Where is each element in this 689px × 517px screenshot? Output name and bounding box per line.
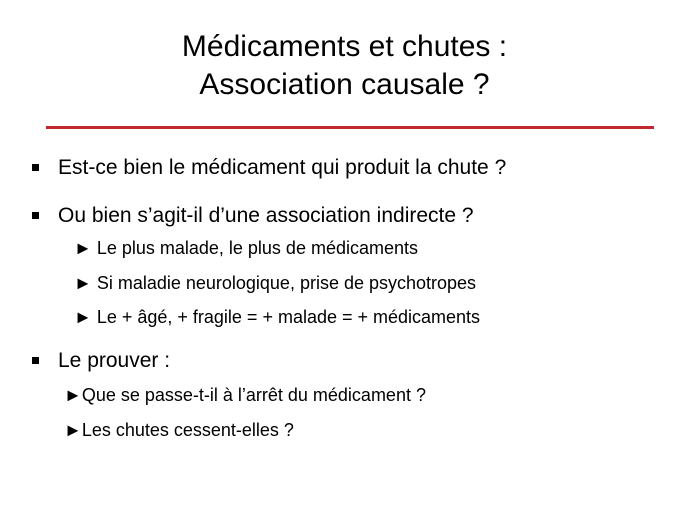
square-bullet-icon [32, 164, 39, 171]
sub-bullet-item: ► Le + âgé, + fragile = + malade = + médicaments [74, 307, 481, 327]
sub-bullet-item: ► Le plus malade, le plus de médicaments [74, 238, 418, 258]
square-bullet-icon [32, 357, 39, 364]
slide-title [0, 28, 689, 104]
bullet-text: Est-ce bien le médicament qui produit la chute ? [58, 156, 507, 179]
bullet-text: Ou bien s’agit-il d’une association indirecte ? [58, 204, 474, 227]
sub-bullet-item: ► Si maladie neurologique, prise de psychotropes [74, 273, 477, 293]
title-line-1: Médicaments et chutes : [181, 30, 508, 63]
bullet-text: Le prouver : [58, 349, 171, 372]
title-divider [46, 126, 654, 129]
sub-bullet-item: ►Les chutes cessent-elles ? [64, 420, 294, 440]
sub-bullet-item: ►Que se passe-t-il à l’arrêt du médicament ? [64, 385, 426, 405]
square-bullet-icon [32, 212, 39, 219]
title-line-2: Association causale ? [199, 68, 490, 101]
